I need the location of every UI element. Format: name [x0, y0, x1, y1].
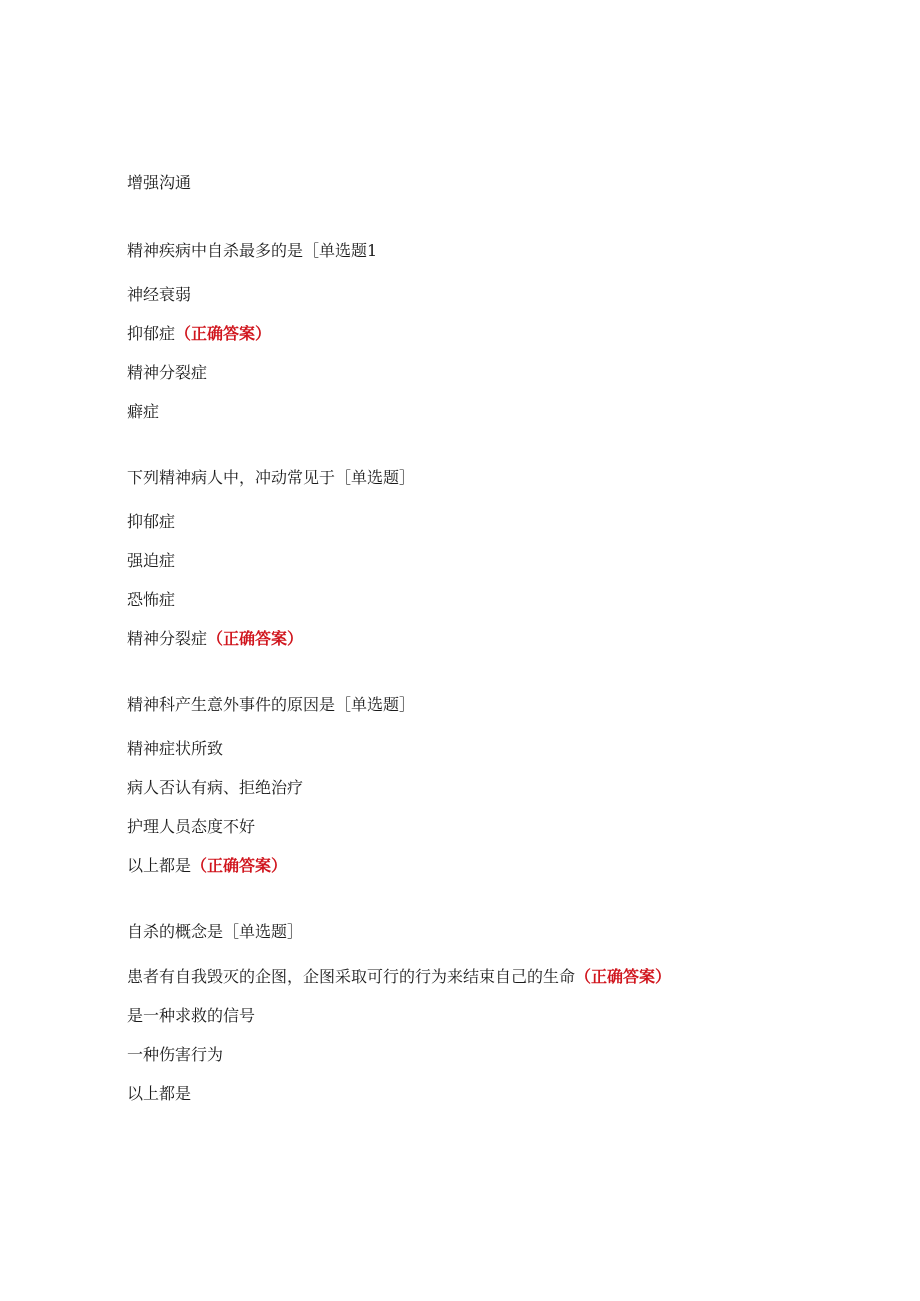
option	[127, 739, 223, 759]
option	[127, 551, 175, 571]
option-text: 强迫症	[127, 551, 176, 570]
option-text: 精神症状所致	[127, 739, 224, 758]
option-text: 患者有自我毁灭的企图，企图采取可行的行为来结束自己的生命	[127, 967, 576, 986]
option-text: 护理人员态度不好	[127, 817, 256, 836]
question-stem: 下列精神病人中，冲动常见于［单选题］	[127, 468, 416, 487]
option	[127, 817, 255, 837]
question-stem: 精神科产生意外事件的原因是［单选题］	[127, 695, 416, 714]
option	[127, 402, 159, 422]
correct-answer-marker: （正确答案）	[575, 967, 672, 986]
option-text: 精神分裂症	[127, 629, 208, 648]
option-text: 抑郁症	[127, 512, 176, 531]
option	[127, 1006, 255, 1026]
option	[127, 324, 271, 344]
option-text: 精神分裂症	[127, 363, 208, 382]
correct-answer-marker: （正确答案）	[175, 324, 272, 343]
option	[127, 778, 303, 798]
correct-answer-marker: （正确答案）	[207, 629, 304, 648]
option	[127, 856, 287, 876]
option	[127, 512, 175, 532]
question-stem: 自杀的概念是［单选题］	[127, 922, 304, 941]
question-stem: 精神疾病中自杀最多的是［单选题1	[127, 241, 378, 260]
option-text: 以上都是	[127, 1084, 192, 1103]
option	[127, 590, 175, 610]
option	[127, 967, 671, 987]
option-text: 一种伤害行为	[127, 1045, 224, 1064]
option-text: 是一种求救的信号	[127, 1006, 256, 1025]
option	[127, 629, 303, 649]
option-text: 病人否认有病、拒绝治疗	[127, 778, 304, 797]
option	[127, 1084, 191, 1104]
correct-answer-marker: （正确答案）	[191, 856, 288, 875]
option-text: 神经衰弱	[127, 285, 192, 304]
option-text: 以上都是	[127, 856, 192, 875]
option	[127, 285, 191, 305]
option	[127, 1045, 223, 1065]
option-text: 抑郁症	[127, 324, 176, 343]
lead-text: 增强沟通	[127, 173, 192, 192]
option-text: 癖症	[127, 402, 160, 421]
option-text: 恐怖症	[127, 590, 176, 609]
option	[127, 363, 207, 383]
